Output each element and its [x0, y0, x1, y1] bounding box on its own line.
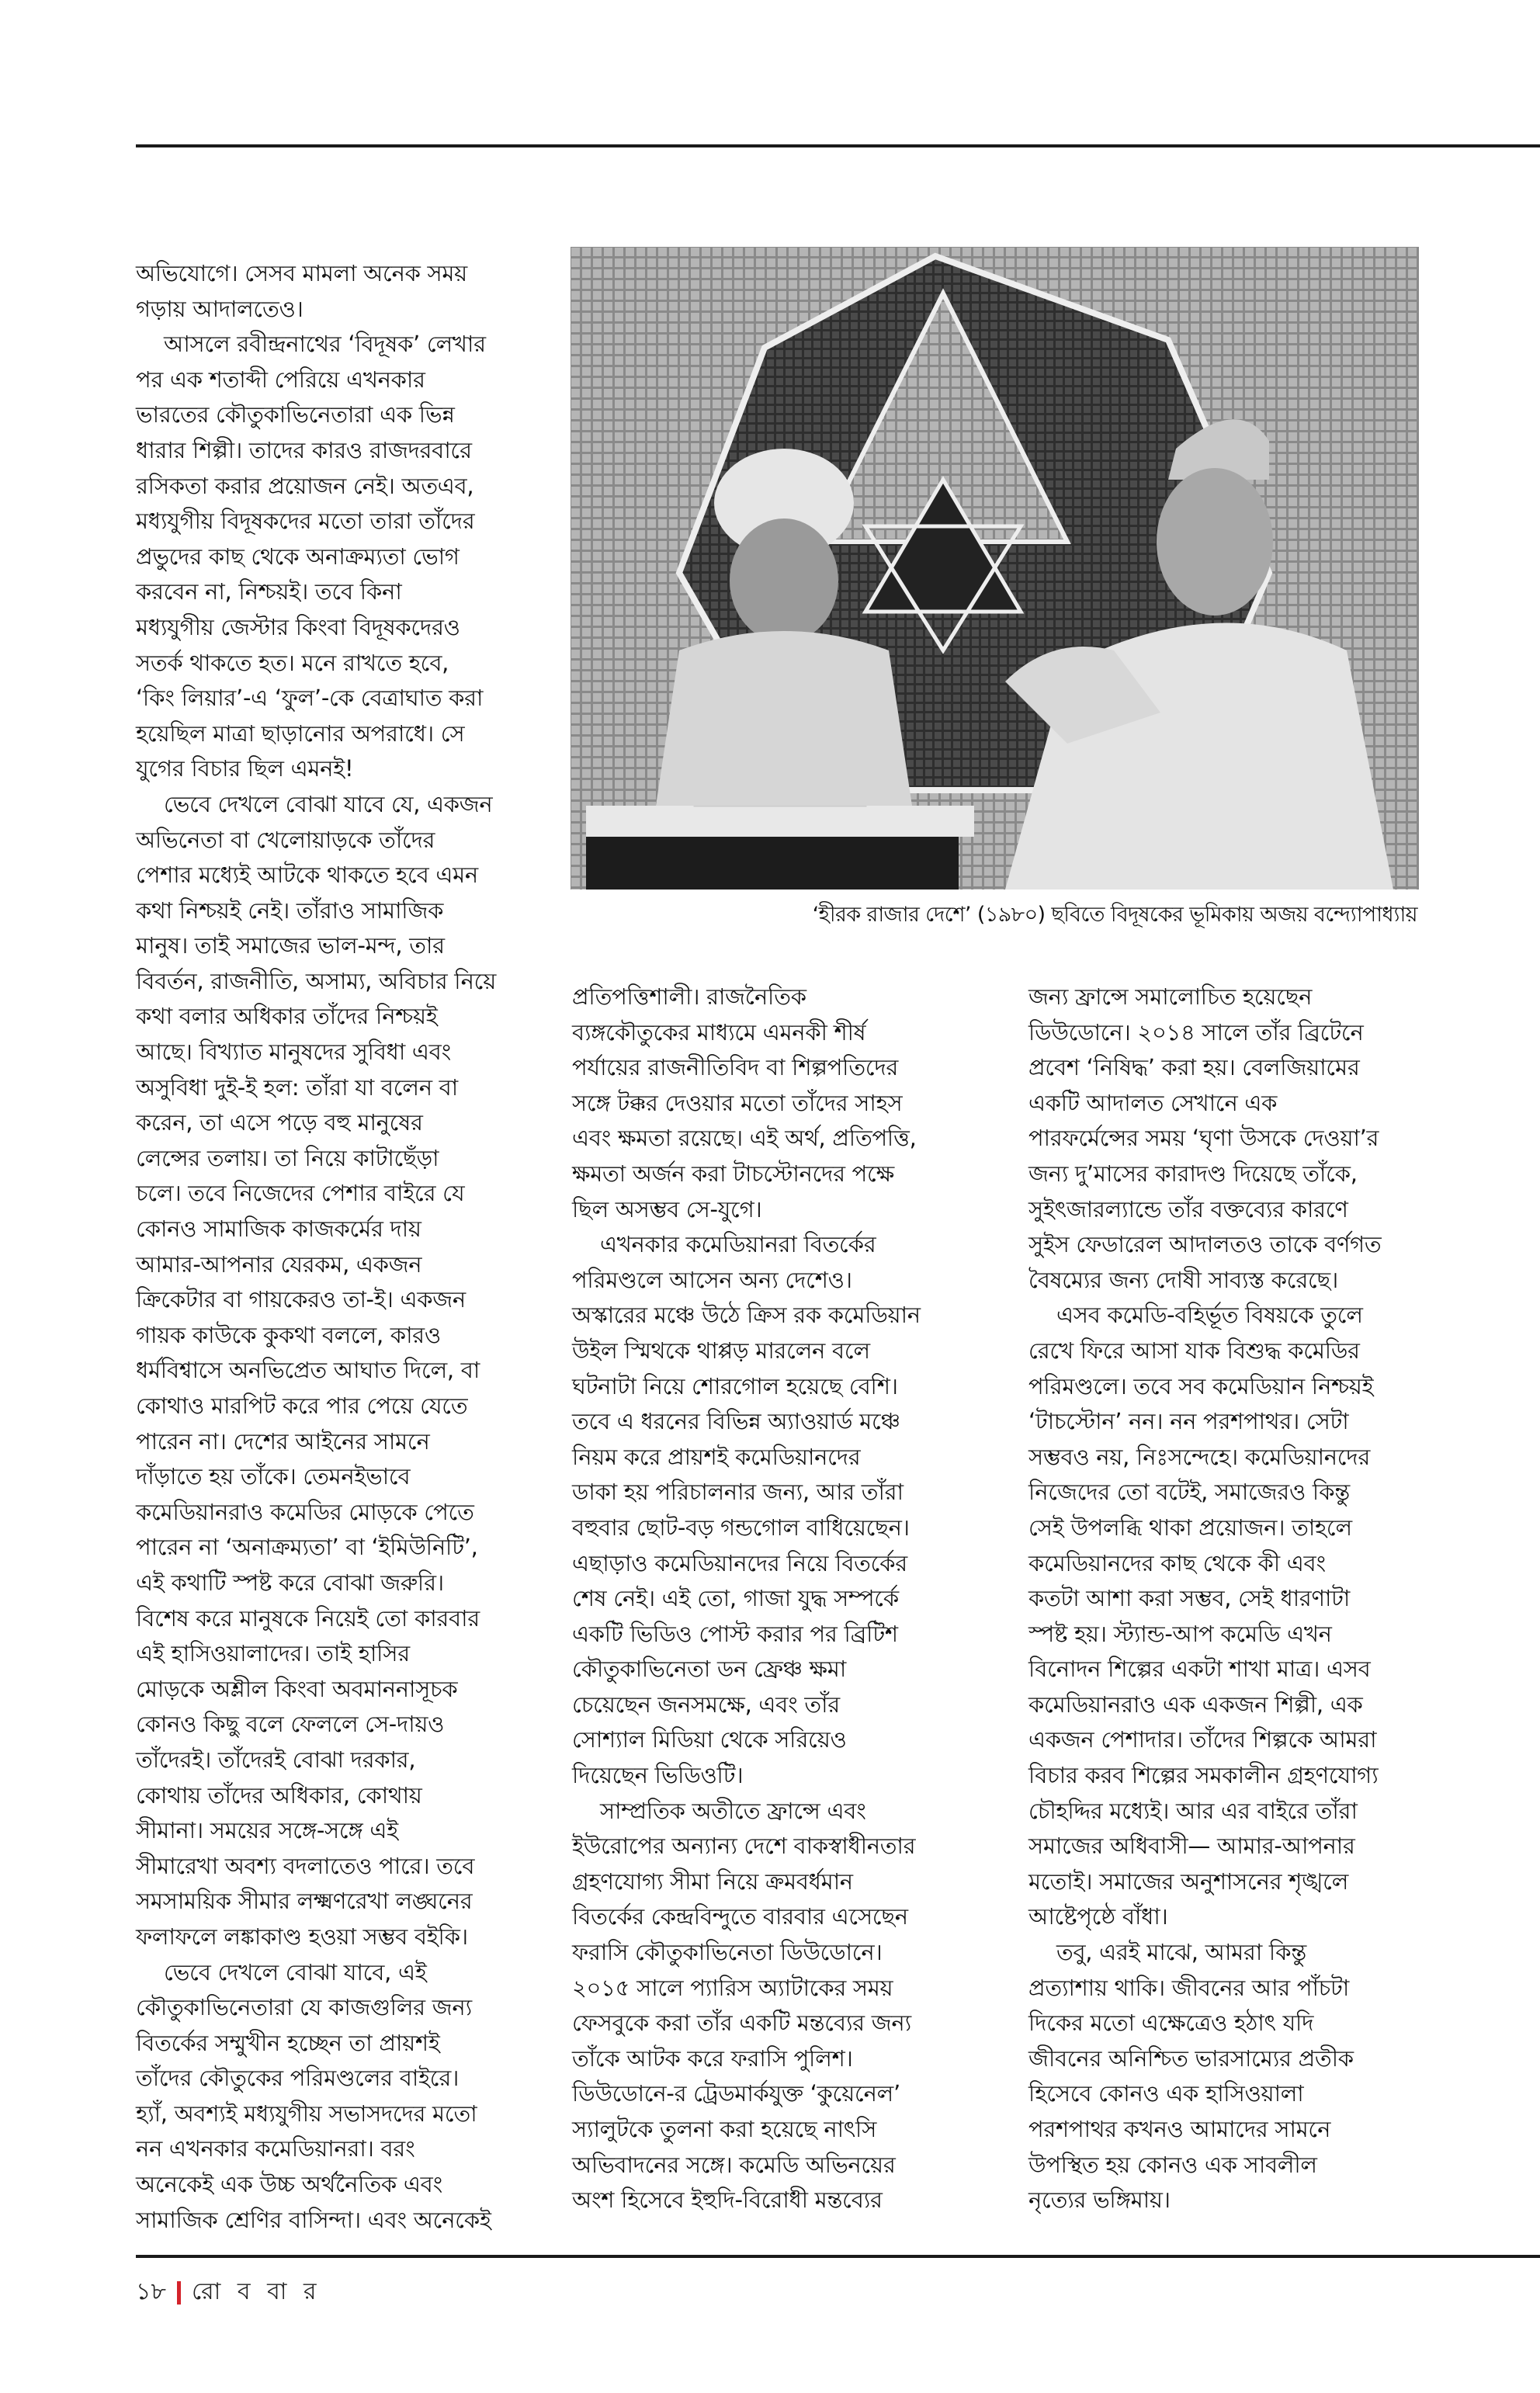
text-line: ক্রিকেটার বা গায়কেরও তা-ই। একজন: [136, 1286, 466, 1313]
text-line: জীবনের অনিশ্চিত ভারসাম্যের প্রতীক: [1028, 2044, 1354, 2072]
text-line: হিসেবে কোনও এক হাসিওয়ালা: [1028, 2080, 1304, 2107]
text-line: আষ্টেপৃষ্ঠে বাঁধা।: [1028, 1903, 1168, 1930]
text-line: পারেন না। দেশের আইনের সামনে: [136, 1427, 430, 1455]
text-line: মানুষ। তাই সমাজের ভাল-মন্দ, তার: [136, 932, 445, 959]
text-line: যুগের বিচার ছিল এমনই!: [136, 755, 354, 782]
text-line: একটি আদালত সেখানে এক: [1028, 1089, 1278, 1116]
paragraph: [136, 256, 539, 327]
text-line: এই কথাটি স্পষ্ট করে বোঝা জরুরি।: [136, 1569, 444, 1596]
page-number: ১৮: [136, 2278, 166, 2305]
text-line: পরিমণ্ডলে আসেন অন্য দেশেও।: [572, 1266, 852, 1293]
text-line: পেশার মধ্যেই আটকে থাকতে হবে এমন: [136, 862, 478, 889]
text-line: তবু, এরই মাঝে, আমরা কিন্তু: [1056, 1939, 1306, 1966]
text-line: হ্যাঁ, অবশ্যই মধ্যযুগীয় সভাসদদের মতো: [136, 2100, 477, 2127]
text-line: প্রত্যাশায় থাকি। জীবনের আর পাঁচটা: [1028, 1974, 1349, 2001]
paragraph: [1028, 980, 1463, 1298]
text-line: ডাকা হয় পরিচালনার জন্য, আর তাঁরা: [572, 1479, 904, 1506]
text-line: সেই উপলব্ধি থাকা প্রয়োজন। তাহলে: [1028, 1514, 1352, 1541]
page-footer: [136, 2273, 321, 2312]
text-line: এবং ক্ষমতা রয়েছে। এই অর্থ, প্রতিপত্তি,: [572, 1125, 917, 1152]
text-line: কৌতুকাভিনেতারা যে কাজগুলির জন্য: [136, 1994, 472, 2021]
text-line: স্যালুটকে তুলনা করা হয়েছে নাৎসি: [572, 2116, 877, 2142]
text-line: অভিযোগে। সেসব মামলা অনেক সময়: [136, 260, 467, 286]
text-line: বহুবার ছোট-বড় গন্ডগোল বাধিয়েছেন।: [572, 1514, 910, 1541]
text-line: ঘটনাটা নিয়ে শোরগোল হয়েছে বেশি।: [572, 1372, 898, 1399]
text-line: এই হাসিওয়ালাদের। তাই হাসির: [136, 1640, 410, 1667]
text-line: করেন, তা এসে পড়ে বহু মানুষের: [136, 1109, 423, 1136]
text-line: চলে। তবে নিজেদের পেশার বাইরে যে: [136, 1180, 465, 1207]
paragraph: [136, 1955, 539, 2239]
text-line: এখনকার কমেডিয়ানরা বিতর্কের: [600, 1231, 876, 1258]
text-line: চৌহদ্দির মধ্যেই। আর এর বাইরে তাঁরা: [1028, 1797, 1358, 1824]
bottom-rule: [136, 2255, 1540, 2258]
text-line: ডিউডোনে। ২০১৪ সালে তাঁর ব্রিটেনে: [1028, 1018, 1364, 1046]
text-line: তাঁদেরই। তাঁদেরই বোঝা দরকার,: [136, 1746, 416, 1773]
text-line: কোথাও মারপিট করে পার পেয়ে যেতে: [136, 1392, 468, 1419]
text-line: করবেন না, নিশ্চয়ই। তবে কিনা: [136, 578, 402, 605]
text-line: কমেডিয়ানরাও এক একজন শিল্পী, এক: [1028, 1691, 1363, 1718]
text-line: বিবর্তন, রাজনীতি, অসাম্য, অবিচার নিয়ে: [136, 967, 497, 994]
text-line: দিকের মতো এক্ষেত্রেও হঠাৎ যদি: [1028, 2010, 1314, 2037]
top-rule: [136, 144, 1540, 147]
text-line: পর্যায়ের রাজনীতিবিদ বা শিল্পপতিদের: [572, 1054, 899, 1081]
text-line: অভিবাদনের সঙ্গে। কমেডি অভিনয়ের: [572, 2151, 896, 2178]
paragraph: [1028, 1935, 1463, 2218]
magazine-name: রো ব বা র: [191, 2278, 321, 2305]
text-line: একজন পেশাদার। তাঁদের শিল্পকে আমরা: [1028, 1726, 1377, 1753]
text-line: নন এখনকার কমেডিয়ানরা। বরং: [136, 2135, 415, 2162]
text-line: কৌতুকাভিনেতা ডন ফ্রেঞ্চ ক্ষমা: [572, 1656, 846, 1683]
text-line: প্রতিপত্তিশালী। রাজনৈতিক: [572, 983, 806, 1010]
text-line: ফরাসি কৌতুকাভিনেতা ডিউডোনে।: [572, 1939, 883, 1966]
text-line: ডিউডোনে-র ট্রেডমার্কযুক্ত ‘কুয়েনেল’: [572, 2080, 900, 2107]
text-line: সুইৎজারল্যান্ডে তাঁর বক্তব্যের কারণে: [1028, 1195, 1348, 1223]
text-line: সমসাময়িক সীমার লক্ষ্মণরেখা লঙ্ঘনের: [136, 1888, 473, 1915]
text-line: লেন্সের তলায়। তা নিয়ে কাটাছেঁড়া: [136, 1144, 439, 1171]
text-line: ‘টাচস্টোন’ নন। নন পরশপাথর। সেটা: [1028, 1408, 1349, 1435]
text-line: পরশপাথর কখনও আমাদের সামনে: [1028, 2116, 1331, 2142]
text-line: এছাড়াও কমেডিয়ানদের নিয়ে বিতর্কের: [572, 1549, 907, 1576]
text-line: সাম্প্রতিক অতীতে ফ্রান্সে এবং: [600, 1797, 866, 1824]
text-line: দাঁড়াতে হয় তাঁকে। তেমনইভাবে: [136, 1463, 411, 1490]
text-line: কোথায় তাঁদের অধিকার, কোথায়: [136, 1781, 422, 1809]
text-line: সুইস ফেডারেল আদালতও তাকে বর্ণগত: [1028, 1231, 1382, 1258]
text-line: সামাজিক শ্রেণির বাসিন্দা। এবং অনেকেই: [136, 2206, 491, 2233]
text-line: বিতর্কের কেন্দ্রবিন্দুতে বারবার এসেছেন: [572, 1903, 908, 1930]
text-line: ‘কিং লিয়ার’-এ ‘ফুল’-কে বেত্রাঘাত করা: [136, 685, 484, 712]
article-column-left: [136, 256, 539, 2238]
text-line: জন্য ফ্রান্সে সমালোচিত হয়েছেন: [1028, 983, 1313, 1010]
text-line: আছে। বিখ্যাত মানুষদের সুবিধা এবং: [136, 1039, 451, 1066]
text-line: রেখে ফিরে আসা যাক বিশুদ্ধ কমেডির: [1028, 1337, 1360, 1364]
text-line: কোনও কিছু বলে ফেললে সে-দায়ও: [136, 1711, 445, 1738]
text-line: ইউরোপের অন্যান্য দেশে বাকস্বাধীনতার: [572, 1833, 916, 1860]
accent-bar: [177, 2281, 181, 2305]
text-line: পর এক শতাব্দী পেরিয়ে এখনকার: [136, 366, 425, 393]
text-line: মোড়কে অশ্লীল কিংবা অবমাননাসূচক: [136, 1675, 458, 1702]
text-line: ক্ষমতা অর্জন করা টাচস্টোনদের পক্ষে: [572, 1160, 894, 1187]
text-line: কতটা আশা করা সম্ভব, সেই ধারণাটা: [1028, 1585, 1351, 1612]
text-line: উপস্থিত হয় কোনও এক সাবলীল: [1028, 2151, 1317, 2178]
text-line: তবে এ ধরনের বিভিন্ন অ্যাওয়ার্ড মঞ্চে: [572, 1408, 900, 1435]
text-line: ছিল অসম্ভব সে-যুগে।: [572, 1195, 762, 1223]
text-line: একটি ভিডিও পোস্ট করার পর ব্রিটিশ: [572, 1620, 898, 1647]
text-line: বিশেষ করে মানুষকে নিয়েই তো কারবার: [136, 1604, 480, 1632]
paragraph: [572, 1794, 995, 2218]
text-line: চেয়েছেন জনসমক্ষে, এবং তাঁর: [572, 1691, 840, 1718]
text-line: আসলে রবীন্দ্রনাথের ‘বিদূষক’ লেখার: [164, 331, 486, 358]
article-column-right: [1028, 980, 1463, 2218]
text-line: রসিকতা করার প্রয়োজন নেই। অতএব,: [136, 472, 474, 499]
text-line: মতোই। সমাজের অনুশাসনের শৃঙ্খলে: [1028, 1868, 1349, 1895]
text-line: নৃত্যের ভঙ্গিমায়।: [1028, 2187, 1171, 2214]
text-line: ২০১৫ সালে প্যারিস অ্যাটাকের সময়: [572, 1974, 893, 2001]
text-line: বিচার করব শিল্পের সমকালীন গ্রহণযোগ্য: [1028, 1762, 1379, 1789]
text-line: সমাজের অধিবাসী— আমার-আপনার: [1028, 1833, 1355, 1860]
text-line: পারফর্মেন্সের সময় ‘ঘৃণা উসকে দেওয়া’র: [1028, 1125, 1379, 1152]
text-line: মধ্যযুগীয় বিদূষকদের মতো তারা তাঁদের: [136, 508, 475, 535]
text-line: পরিমণ্ডলে। তবে সব কমেডিয়ান নিশ্চয়ই: [1028, 1372, 1374, 1399]
text-line: প্রবেশ ‘নিষিদ্ধ’ করা হয়। বেলজিয়ামের: [1028, 1054, 1360, 1081]
text-line: বৈষম্যের জন্য দোষী সাব্যস্ত করেছে।: [1028, 1266, 1338, 1293]
text-line: নিজেদের তো বটেই, সমাজেরও কিন্তু: [1028, 1479, 1350, 1506]
text-line: শেষ নেই। এই তো, গাজা যুদ্ধ সম্পর্কে: [572, 1585, 899, 1612]
text-line: ধর্মবিশ্বাসে অনভিপ্রেত আঘাত দিলে, বা: [136, 1357, 480, 1384]
text-line: তাঁকে আটক করে ফরাসি পুলিশ।: [572, 2044, 853, 2072]
text-line: অস্কারের মঞ্চে উঠে ক্রিস রক কমেডিয়ান: [572, 1302, 921, 1329]
text-line: নিয়ম করে প্রায়শই কমেডিয়ানদের: [572, 1443, 861, 1470]
article-column-middle: [572, 980, 995, 2218]
text-line: ফলাফলে লঙ্কাকাণ্ড হওয়া সম্ভব বইকি।: [136, 1923, 468, 1950]
text-line: সোশ্যাল মিডিয়া থেকে সরিয়েও: [572, 1726, 847, 1753]
paragraph: [136, 327, 539, 787]
text-line: গ্রহণযোগ্য সীমা নিয়ে ক্রমবর্ধমান: [572, 1868, 853, 1895]
text-line: সম্ভবও নয়, নিঃসন্দেহে। কমেডিয়ানদের: [1028, 1443, 1370, 1470]
text-line: অনেকেই এক উচ্চ অর্থনৈতিক এবং: [136, 2171, 442, 2198]
text-line: হয়েছিল মাত্রা ছাড়ানোর অপরাধে। সে: [136, 720, 465, 747]
text-line: কমেডিয়ানরাও কমেডির মোড়কে পেতে: [136, 1498, 474, 1525]
text-line: এসব কমেডি-বহির্ভূত বিষয়কে তুলে: [1056, 1302, 1363, 1329]
text-line: ভেবে দেখলে বোঝা যাবে যে, একজন: [164, 790, 493, 817]
text-line: প্রভুদের কাছ থেকে অনাক্রম্যতা ভোগ: [136, 543, 460, 570]
photo-placeholder-image: [571, 247, 1419, 890]
text-line: গড়ায় আদালতেও।: [136, 295, 303, 322]
text-line: ধারার শিল্পী। তাদের কারও রাজদরবারে: [136, 436, 472, 463]
text-line: মধ্যযুগীয় জেস্টার কিংবা বিদূষকদেরও: [136, 613, 460, 640]
text-line: সতর্ক থাকতে হত। মনে রাখতে হবে,: [136, 649, 449, 676]
text-line: ভারতের কৌতুকাভিনেতারা এক ভিন্ন: [136, 401, 455, 428]
text-line: অসুবিধা দুই-ই হল: তাঁরা যা বলেন বা: [136, 1073, 458, 1101]
paragraph: [572, 1227, 995, 1794]
text-line: কোনও সামাজিক কাজকর্মের দায়: [136, 1216, 421, 1243]
text-line: ভেবে দেখলে বোঝা যাবে, এই: [164, 1958, 427, 1985]
text-line: অংশ হিসেবে ইহুদি-বিরোধী মন্তব্যের: [572, 2187, 883, 2214]
text-line: স্পষ্ট হয়। স্ট্যান্ড-আপ কমেডি এখন: [1028, 1620, 1332, 1647]
text-line: কথা নিশ্চয়ই নেই। তাঁরাও সামাজিক: [136, 897, 444, 924]
text-line: ফেসবুকে করা তাঁর একটি মন্তব্যের জন্য: [572, 2010, 911, 2037]
paragraph: [572, 980, 995, 1227]
text-line: কথা বলার অধিকার তাঁদের নিশ্চয়ই: [136, 1003, 438, 1030]
text-line: উইল স্মিথকে থাপ্পড় মারলেন বলে: [572, 1337, 870, 1364]
text-line: বিনোদন শিল্পের একটা শাখা মাত্র। এসব: [1028, 1656, 1371, 1683]
text-line: কমেডিয়ানদের কাছ থেকে কী এবং: [1028, 1549, 1326, 1576]
text-line: তাঁদের কৌতুকের পরিমণ্ডলের বাইরে।: [136, 2065, 460, 2092]
text-line: অভিনেতা বা খেলোয়াড়কে তাঁদের: [136, 826, 435, 853]
text-line: সঙ্গে টক্কর দেওয়ার মতো তাঁদের সাহস: [572, 1089, 903, 1116]
text-line: গায়ক কাউকে কুকথা বললে, কারও: [136, 1321, 441, 1348]
text-line: দিয়েছেন ভিডিওটি।: [572, 1762, 744, 1789]
text-line: সীমারেখা অবশ্য বদলাতেও পারে। তবে: [136, 1852, 475, 1879]
text-line: সীমানা। সময়ের সঙ্গে-সঙ্গে এই: [136, 1817, 398, 1844]
paragraph: [1028, 1298, 1463, 1935]
text-line: আমার-আপনার যেরকম, একজন: [136, 1250, 422, 1278]
text-line: বিতর্কের সম্মুখীন হচ্ছেন তা প্রায়শই: [136, 2029, 440, 2056]
paragraph: [136, 787, 539, 1955]
text-line: ব্যঙ্গকৌতুকের মাধ্যমে এমনকী শীর্ষ: [572, 1018, 866, 1046]
text-line: পারেন না ‘অনাক্রম্যতা’ বা ‘ইমিউনিটি’,: [136, 1534, 478, 1561]
film-still-photo: [571, 247, 1419, 890]
text-line: জন্য দু’মাসের কারাদণ্ড দিয়েছে তাঁকে,: [1028, 1160, 1358, 1187]
photo-caption: ‘হীরক রাজার দেশে’ (১৯৮০) ছবিতে বিদূষকের ভূমিকায় অজয় বন্দ্যোপাধ্যায়: [812, 903, 1417, 927]
